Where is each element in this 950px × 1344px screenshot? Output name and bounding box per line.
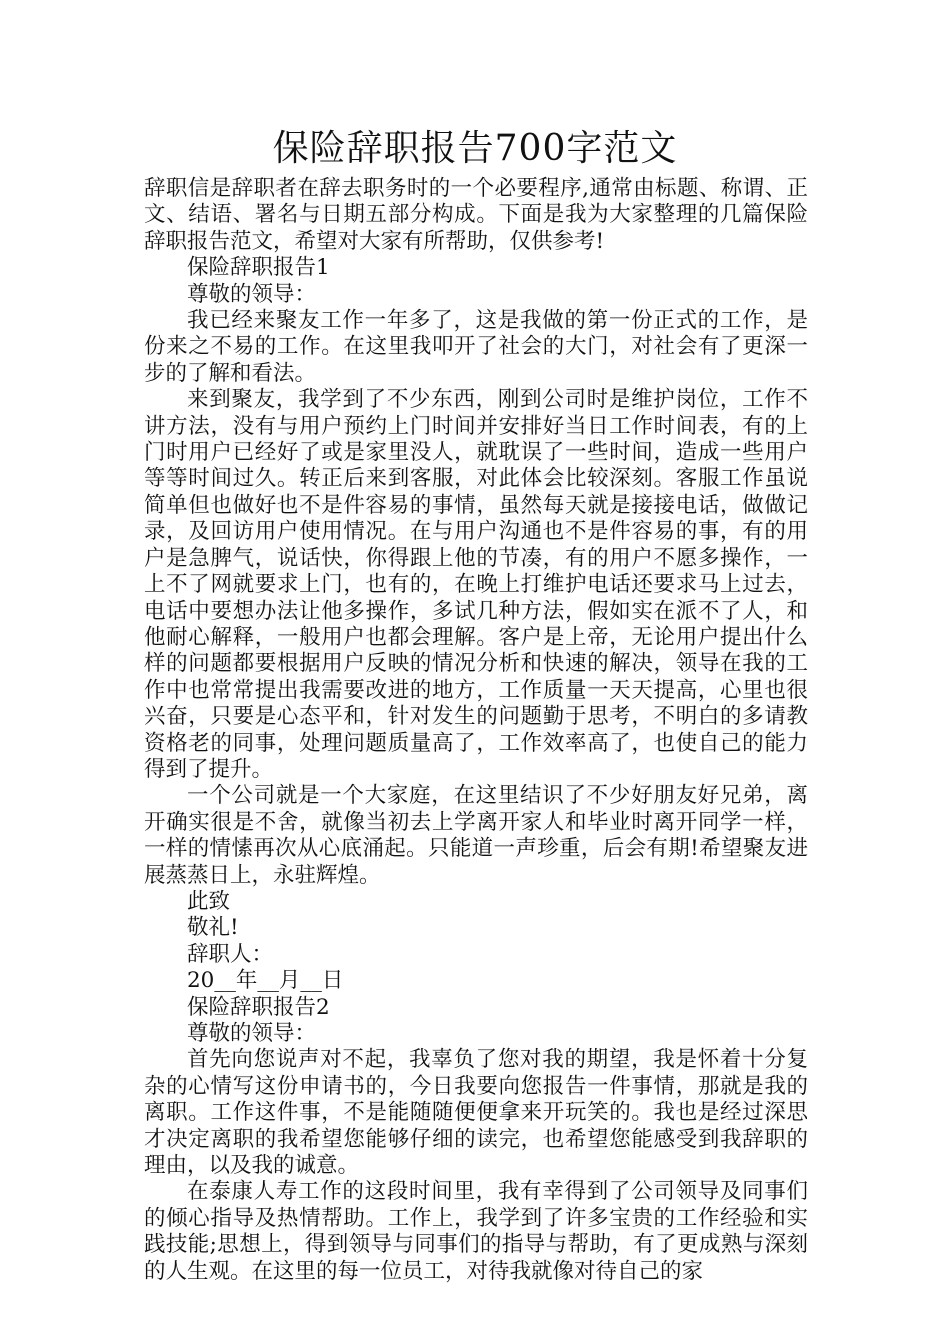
report2-salutation: 尊敬的领导： <box>187 1021 317 1046</box>
document-title: 保险辞职报告700字范文 <box>272 128 678 169</box>
report1-signature: 辞职人： <box>187 941 274 967</box>
report1-closing-2: 敬礼! <box>187 915 239 941</box>
intro-paragraph: 辞职信是辞职者在辞去职务时的一个必要程序,通常由标题、称谓、正文、结语、署名与日期五部分构成。下面是我为大家整理的几篇保险辞职报告范文，希望对大家有所帮助，仅供参考! <box>144 176 808 254</box>
report1-paragraph-3: 一个公司就是一个大家庭，在这里结识了不少好朋友好兄弟，离开确实很是不舍，就像当初去上学离开家人和毕业时离开同学一样，一样的情愫再次从心底涌起。只能道一声珍重，后会有期!希望聚友进展蒸蒸日上，永驻辉煌。 <box>144 783 808 888</box>
report1-paragraph-2: 来到聚友，我学到了不少东西，刚到公司时是维护岗位，工作不讲方法，没有与用户预约上门时间并安排好当日工作时间表，有的上门时用户已经好了或是家里没人，就耽误了一些时间，造成一些用户等等时间过久。转正后来到客服，对此体会比较深刻。客服工作虽说简单但也做好也不是件容易的事情，虽然每天就是接接电话，做做记录，及回访用户使用情况。在与用户沟通也不是件容易的事，有的用户是急脾气，说话快，你得跟上他的节凑，有的用户不愿多操作，一上不了网就要求上门，也有的，在晚上打维护电话还要求马上过去，电话中要想办法让他多操作，多试几种方法，假如实在派不了人，和他耐心解释，一般用户也都会理解。客户是上帝，无论用户提出什么样的问题都要根据用户反映的情况分析和快速的解决，领导在我的工作中也常常提出我需要改进的地方，工作质量一天天提高，心里也很兴奋，只要是心态平和，针对发生的问题勤于思考，不明白的多请教资格老的同事，处理问题质量高了，工作效率高了，也使自己的能力得到了提升。 <box>144 387 808 782</box>
report1-salutation: 尊敬的领导： <box>187 281 317 307</box>
document-body <box>144 176 808 1285</box>
report2-paragraph-2: 在泰康人寿工作的这段时间里，我有幸得到了公司领导及同事们的倾心指导及热情帮助。工作上，我学到了许多宝贵的工作经验和实践技能;思想上，得到领导与同事们的指导与帮助，有了更成熟与深刻的人生观。在这里的每一位员工，对待我就像对待自己的家 <box>144 1179 808 1284</box>
report2-heading: 保险辞职报告2 <box>187 994 330 1020</box>
report2-paragraph-1: 首先向您说声对不起，我辜负了您对我的期望，我是怀着十分复杂的心情写这份申请书的，今日我要向您报告一件事情，那就是我的离职。工作这件事，不是能随随便便拿来开玩笑的。我也是经过深思才决定离职的我希望您能够仔细的读完，也希望您能感受到我辞职的理由，以及我的诚意。 <box>144 1047 808 1179</box>
report1-closing-1: 此致 <box>187 888 231 914</box>
report1-heading: 保险辞职报告1 <box>187 255 330 281</box>
report1-date: 20__年__月__日 <box>187 968 344 994</box>
report1-paragraph-1: 我已经来聚友工作一年多了，这是我做的第一份正式的工作，是份来之不易的工作。在这里我叩开了社会的大门，对社会有了更深一步的了解和看法。 <box>144 308 808 386</box>
